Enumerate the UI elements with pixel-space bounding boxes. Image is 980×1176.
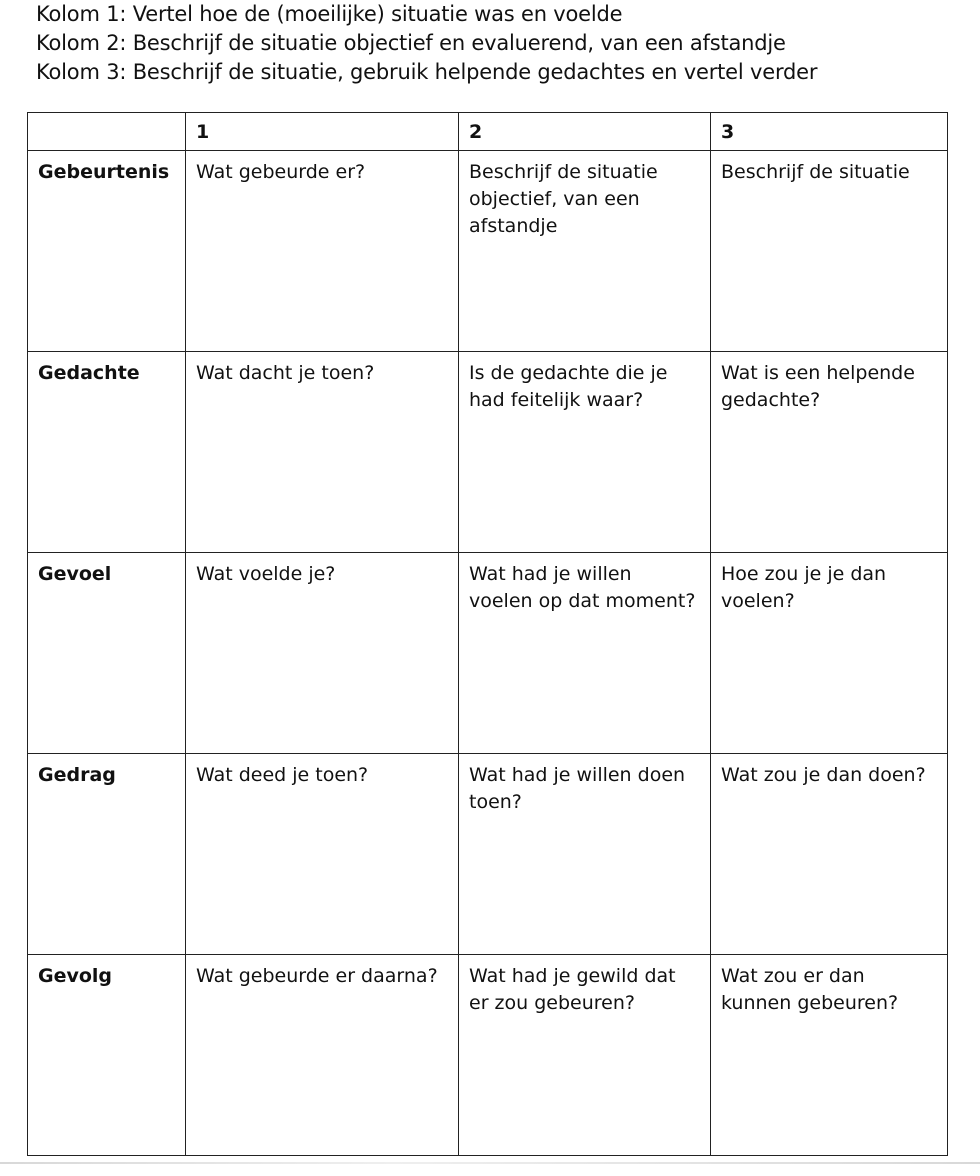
instruction-line: Kolom 2: Beschrijf de situatie objectief en evaluerend, van een afstandje — [36, 31, 786, 55]
cell-column-1[interactable]: Wat gebeurde er daarna? — [186, 955, 459, 1156]
row-label: Gebeurtenis — [28, 151, 186, 352]
cell-column-2[interactable]: Wat had je willen doen toen? — [459, 754, 711, 955]
table-header-row — [28, 113, 948, 151]
row-label: Gevolg — [28, 955, 186, 1156]
cell-column-1[interactable]: Wat deed je toen? — [186, 754, 459, 955]
cell-column-3[interactable]: Wat zou je dan doen? — [711, 754, 948, 955]
cell-column-3[interactable]: Beschrijf de situatie — [711, 151, 948, 352]
cell-column-1[interactable]: Wat gebeurde er? — [186, 151, 459, 352]
scan-edge-line — [0, 1162, 980, 1164]
cell-column-1[interactable]: Wat dacht je toen? — [186, 352, 459, 553]
row-label: Gedrag — [28, 754, 186, 955]
table-row-gebeurtenis — [28, 151, 948, 352]
cell-column-2[interactable]: Wat had je willen voelen op dat moment? — [459, 553, 711, 754]
table-row-gedrag — [28, 754, 948, 955]
instructions — [36, 0, 966, 87]
row-label: Gedachte — [28, 352, 186, 553]
reflection-table — [27, 112, 948, 1156]
header-cell-column-1: 1 — [186, 113, 459, 151]
cell-column-3[interactable]: Wat zou er dan kunnen gebeuren? — [711, 955, 948, 1156]
header-cell-column-3: 3 — [711, 113, 948, 151]
cell-column-3[interactable]: Wat is een helpende gedachte? — [711, 352, 948, 553]
header-cell-empty — [28, 113, 186, 151]
cell-column-2[interactable]: Wat had je gewild dat er zou gebeuren? — [459, 955, 711, 1156]
cell-column-2[interactable]: Beschrijf de situatie objectief, van een afstandje — [459, 151, 711, 352]
instruction-line: Kolom 1: Vertel hoe de (moeilijke) situatie was en voelde — [36, 2, 623, 26]
cell-column-3[interactable]: Hoe zou je je dan voelen? — [711, 553, 948, 754]
row-label: Gevoel — [28, 553, 186, 754]
instruction-line: Kolom 3: Beschrijf de situatie, gebruik helpende gedachtes en vertel verder — [36, 60, 818, 84]
table-row-gevoel — [28, 553, 948, 754]
table-row-gevolg — [28, 955, 948, 1156]
cell-column-2[interactable]: Is de gedachte die je had feitelijk waar? — [459, 352, 711, 553]
table-row-gedachte — [28, 352, 948, 553]
cell-column-1[interactable]: Wat voelde je? — [186, 553, 459, 754]
header-cell-column-2: 2 — [459, 113, 711, 151]
